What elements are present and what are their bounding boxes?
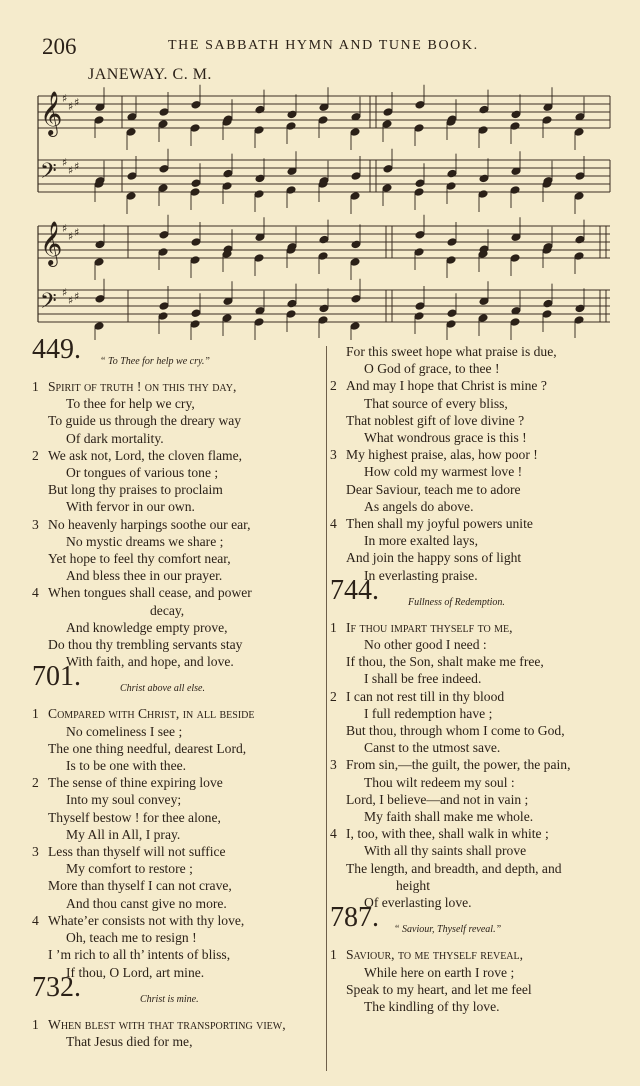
note-head bbox=[415, 302, 425, 311]
left-column bbox=[32, 334, 322, 1050]
note-head bbox=[575, 304, 585, 313]
hymn-line: Thyself bestow ! for thee alone, bbox=[48, 809, 221, 825]
sharp-icon: ♯ bbox=[62, 222, 68, 235]
sharp-icon: ♯ bbox=[74, 160, 80, 173]
note-head bbox=[351, 172, 361, 181]
note-head bbox=[382, 184, 392, 193]
note-head bbox=[318, 252, 328, 261]
note-head bbox=[190, 124, 200, 133]
note-head bbox=[446, 182, 456, 191]
hymn-line: With all thy saints shall prove bbox=[364, 843, 527, 859]
bass-clef-icon: 𝄢 bbox=[40, 289, 57, 319]
note-head bbox=[191, 309, 201, 318]
hymn-line: If thou, O Lord, art mine. bbox=[66, 964, 205, 980]
note-head bbox=[159, 231, 169, 240]
hymn-line: What wondrous grace is this ! bbox=[364, 430, 527, 446]
sharp-icon: ♯ bbox=[74, 290, 80, 303]
note-head bbox=[222, 182, 232, 191]
note-head bbox=[479, 174, 489, 183]
hymn-line: My comfort to restore ; bbox=[66, 861, 193, 877]
hymn-line: And bless thee in our prayer. bbox=[66, 568, 223, 584]
hymn-line: That Jesus died for me, bbox=[66, 1033, 193, 1049]
hymn-line: O God of grace, to thee ! bbox=[364, 361, 500, 377]
note-head bbox=[95, 295, 105, 304]
note-head bbox=[222, 250, 232, 259]
note-head bbox=[126, 128, 136, 137]
hymn-number: 787. bbox=[330, 902, 379, 934]
note-head bbox=[286, 186, 296, 195]
hymn-line: I shall be free indeed. bbox=[364, 671, 482, 687]
hymn-line: Or tongues of various tone ; bbox=[66, 465, 219, 481]
hymn-line: More than thyself I can not crave, bbox=[48, 878, 232, 894]
note-head bbox=[159, 165, 169, 174]
note-head bbox=[511, 110, 521, 119]
hymn-line: The one thing needful, dearest Lord, bbox=[48, 740, 247, 756]
note-head bbox=[574, 128, 584, 137]
note-head bbox=[415, 101, 425, 110]
hymn-line: But long thy praises to proclaim bbox=[48, 482, 223, 498]
note-head bbox=[127, 172, 137, 181]
note-head bbox=[287, 110, 297, 119]
hymn-number: 701. bbox=[32, 661, 81, 693]
note-head bbox=[574, 252, 584, 261]
note-head bbox=[318, 116, 328, 125]
note-head bbox=[383, 165, 393, 174]
hymn-line: Of dark mortality. bbox=[66, 430, 164, 446]
note-head bbox=[254, 190, 264, 199]
hymn-line: Dear Saviour, teach me to adore bbox=[346, 481, 521, 497]
note-head bbox=[447, 169, 457, 178]
hymn-line: And knowledge empty prove, bbox=[66, 619, 228, 635]
hymn-line: The kindling of thy love. bbox=[364, 998, 500, 1014]
hymn-line: 1 When blest with that transporting view, bbox=[32, 1016, 286, 1032]
music-score bbox=[0, 0, 640, 340]
hymn-line: 2 We ask not, Lord, the cloven flame, bbox=[32, 447, 243, 463]
hymn-line: height bbox=[396, 877, 430, 893]
note-head bbox=[542, 310, 552, 319]
bass-clef-icon: 𝄢 bbox=[40, 159, 57, 189]
hymn-line: 2 The sense of thine expiring love bbox=[32, 775, 223, 791]
hymn-caption: Christ is mine. bbox=[140, 993, 199, 1005]
hymn-line: 1 Saviour, to me thyself reveal, bbox=[330, 947, 524, 963]
hymn-line: To thee for help we cry, bbox=[66, 396, 195, 412]
hymn-line: But thou, through whom I come to God, bbox=[346, 723, 565, 739]
hymn-line: Do thou thy trembling servants stay bbox=[48, 637, 243, 653]
note-head bbox=[478, 314, 488, 323]
hymn-line: For this sweet hope what praise is due, bbox=[346, 344, 557, 359]
hymn-line: 1 Compared with Christ, in all beside bbox=[32, 706, 255, 722]
note-head bbox=[158, 184, 168, 193]
hymn-line: 2 I can not rest till in thy blood bbox=[330, 688, 505, 704]
note-head bbox=[286, 310, 296, 319]
note-head bbox=[510, 186, 520, 195]
hymn-line: 4 I, too, with thee, shall walk in white ; bbox=[330, 826, 549, 842]
hymn-line: 3 Less than thyself will not suffice bbox=[32, 844, 226, 860]
note-head bbox=[446, 320, 456, 329]
hymn-line: Into my soul convey; bbox=[66, 792, 182, 808]
hymn-line: 2 And may I hope that Christ is mine ? bbox=[330, 378, 547, 394]
hymn-line: Oh, teach me to resign ! bbox=[66, 930, 197, 946]
note-head bbox=[94, 322, 104, 331]
note-head bbox=[382, 120, 392, 129]
note-head bbox=[575, 235, 585, 244]
note-head bbox=[190, 188, 200, 197]
hymn-line: Is to be one with thee. bbox=[66, 758, 187, 774]
note-head bbox=[319, 304, 329, 313]
note-head bbox=[190, 320, 200, 329]
hymn-number: 732. bbox=[32, 971, 81, 1003]
note-head bbox=[190, 256, 200, 265]
hymn-line: 1 If thou impart thyself to me, bbox=[330, 619, 513, 635]
hymn-line: With faith, and hope, and love. bbox=[66, 654, 234, 670]
note-head bbox=[254, 126, 264, 135]
hymn-line: No other good I need : bbox=[364, 637, 487, 653]
note-head bbox=[575, 172, 585, 181]
note-head bbox=[191, 179, 201, 188]
note-head bbox=[414, 124, 424, 133]
hymn-line: The length, and breadth, and depth, and bbox=[346, 860, 562, 876]
hymn-line: 3 No heavenly harpings soothe our ear, bbox=[32, 516, 251, 532]
hymn-line: And join the happy sons of light bbox=[346, 550, 522, 566]
hymn-line: And thou canst give no more. bbox=[66, 895, 227, 911]
hymn-caption: “ To Thee for help we cry.” bbox=[100, 356, 210, 367]
note-head bbox=[350, 192, 360, 201]
note-head bbox=[415, 231, 425, 240]
note-head bbox=[286, 122, 296, 131]
note-head bbox=[447, 238, 457, 247]
hymn-line: As angels do above. bbox=[364, 498, 474, 514]
hymn-line: 4 Then shall my joyful powers unite bbox=[330, 516, 533, 532]
note-head bbox=[158, 248, 168, 257]
treble-clef-icon: 𝄞 bbox=[40, 221, 63, 265]
page-number: 206 bbox=[42, 34, 77, 59]
hymn-line: That source of every bliss, bbox=[364, 395, 508, 411]
hymn-line: 1 Spirit of truth ! on this thy day, bbox=[32, 379, 237, 394]
note-head bbox=[95, 240, 105, 249]
hymn-line: 4 When tongues shall cease, and power bbox=[32, 585, 252, 601]
note-head bbox=[191, 238, 201, 247]
note-head bbox=[478, 126, 488, 135]
note-head bbox=[383, 108, 393, 117]
note-head bbox=[478, 250, 488, 259]
hymn-line: Yet hope to feel thy comfort near, bbox=[48, 551, 231, 567]
hymn-line: I full redemption have ; bbox=[364, 705, 493, 721]
sharp-icon: ♯ bbox=[68, 294, 74, 307]
hymn-line: To guide us through the dreary way bbox=[48, 413, 242, 429]
tune-name: JANEWAY. C. M. bbox=[88, 66, 212, 83]
note-head bbox=[222, 314, 232, 323]
note-head bbox=[159, 302, 169, 311]
note-head bbox=[351, 295, 361, 304]
note-head bbox=[510, 254, 520, 263]
hymn-line: That noblest gift of love divine ? bbox=[346, 412, 525, 428]
note-head bbox=[574, 316, 584, 325]
note-head bbox=[94, 116, 104, 125]
sharp-icon: ♯ bbox=[68, 164, 74, 177]
hymn-line: While here on earth I rove ; bbox=[364, 964, 515, 980]
note-head bbox=[446, 256, 456, 265]
hymn-number: 449. bbox=[32, 334, 81, 365]
note-head bbox=[318, 316, 328, 325]
sharp-icon: ♯ bbox=[68, 230, 74, 243]
book-title: THE SABBATH HYMN AND TUNE BOOK. bbox=[168, 38, 479, 53]
note-head bbox=[350, 128, 360, 137]
note-head bbox=[254, 254, 264, 263]
note-head bbox=[510, 318, 520, 327]
sharp-icon: ♯ bbox=[74, 226, 80, 239]
column-divider bbox=[326, 346, 327, 1071]
hymn-caption: Christ above all else. bbox=[120, 683, 205, 695]
hymn-line: 4 Whate’er consists not with thy love, bbox=[32, 912, 245, 928]
note-head bbox=[350, 258, 360, 267]
sharp-icon: ♯ bbox=[62, 286, 68, 299]
note-head bbox=[255, 105, 265, 114]
note-head bbox=[287, 299, 297, 308]
note-head bbox=[158, 312, 168, 321]
hymn-line: Lord, I believe—and not in vain ; bbox=[346, 791, 529, 807]
note-head bbox=[574, 192, 584, 201]
hymn-line: Thou wilt redeem my soul : bbox=[364, 774, 515, 790]
hymn-caption: Fullness of Redemption. bbox=[408, 596, 505, 608]
hymn-line: In everlasting praise. bbox=[364, 567, 478, 583]
note-head bbox=[447, 309, 457, 318]
note-head bbox=[158, 120, 168, 129]
note-head bbox=[319, 235, 329, 244]
sharp-icon: ♯ bbox=[74, 96, 80, 109]
hymn-449-heading bbox=[32, 334, 322, 378]
hymn-line: No mystic dreams we share ; bbox=[66, 533, 224, 549]
note-head bbox=[542, 116, 552, 125]
hymn-line: 3 From sin,—the guilt, the power, the pain, bbox=[330, 757, 571, 773]
note-head bbox=[510, 122, 520, 131]
note-head bbox=[350, 322, 360, 331]
hymn-line: Speak to my heart, and let me feel bbox=[346, 981, 532, 997]
hymn-line: My faith shall make me whole. bbox=[364, 809, 534, 825]
hymn-line: If thou, the Son, shalt make me free, bbox=[346, 654, 544, 670]
hymn-line: 3 My highest praise, alas, how poor ! bbox=[330, 447, 538, 463]
note-head bbox=[191, 101, 201, 110]
hymn-line: In more exalted lays, bbox=[364, 533, 478, 549]
treble-clef-icon: 𝄞 bbox=[40, 91, 63, 135]
right-column bbox=[330, 343, 620, 1015]
hymn-line: No comeliness I see ; bbox=[66, 723, 183, 739]
hymn-line: decay, bbox=[150, 602, 185, 618]
hymn-line: I ’m rich to all th’ intents of bliss, bbox=[48, 947, 231, 963]
note-head bbox=[479, 105, 489, 114]
hymn-line: How cold my warmest love ! bbox=[364, 464, 523, 480]
note-head bbox=[414, 248, 424, 257]
note-head bbox=[126, 192, 136, 201]
note-head bbox=[159, 108, 169, 117]
note-head bbox=[414, 188, 424, 197]
hymn-number: 744. bbox=[330, 574, 379, 606]
note-head bbox=[255, 174, 265, 183]
note-head bbox=[543, 299, 553, 308]
sharp-icon: ♯ bbox=[68, 100, 74, 113]
hymn-line: Canst to the utmost save. bbox=[364, 740, 501, 756]
note-head bbox=[351, 240, 361, 249]
hymn-line: With fervor in our own. bbox=[66, 499, 195, 515]
note-head bbox=[223, 169, 233, 178]
hymn-line: Of everlasting love. bbox=[364, 895, 472, 911]
hymn-caption: “ Saviour, Thyself reveal.” bbox=[394, 924, 502, 936]
sharp-icon: ♯ bbox=[62, 92, 68, 105]
note-head bbox=[94, 258, 104, 267]
note-head bbox=[415, 179, 425, 188]
note-head bbox=[414, 312, 424, 321]
note-head bbox=[254, 318, 264, 327]
hymn-line: My All in All, I pray. bbox=[66, 826, 181, 842]
note-head bbox=[478, 190, 488, 199]
sharp-icon: ♯ bbox=[62, 156, 68, 169]
